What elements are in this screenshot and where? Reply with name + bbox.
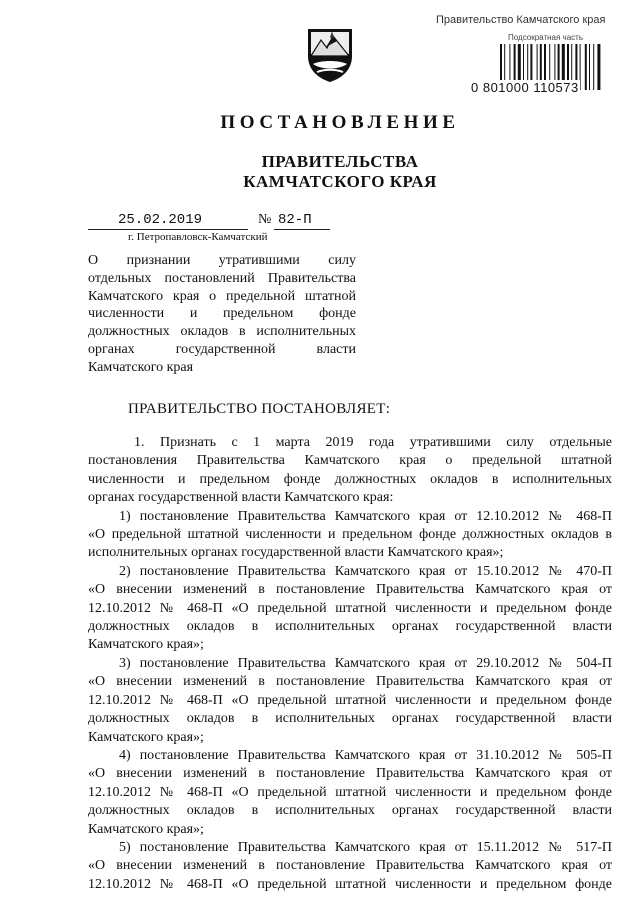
document-title: ПОСТАНОВЛЕНИЕ	[220, 112, 460, 133]
body-line: должностных окладов в исполнительных органах государственной власти	[88, 619, 612, 635]
document-date: 25.02.2019	[118, 212, 203, 228]
body-line: 12.10.2012 № 468-П «О предельной штатной численности и предельном фонде	[88, 876, 612, 892]
body-line: «О внесении изменений в постановление Правительства Камчатского края от	[88, 858, 612, 874]
date-underline	[88, 229, 248, 230]
document-number: 82-П	[278, 212, 312, 228]
body-line: органах государственной власти Камчатского края:	[88, 490, 394, 506]
subject-line: должностных окладов в исполнительных	[88, 324, 356, 340]
body-line: Камчатского края»;	[88, 729, 204, 745]
subject-line: Камчатского края о предельной штатной	[88, 288, 356, 304]
barcode-number	[470, 80, 630, 95]
stamp-part-label: Подсократная часть	[508, 33, 583, 42]
number-sign: №	[258, 212, 272, 227]
body-line: 12.10.2012 № 468-П «О предельной штатной численности и предельном фонде	[88, 692, 612, 708]
body-line: Камчатского края»;	[88, 821, 204, 837]
body-line: должностных окладов в исполнительных органах государственной власти	[88, 803, 612, 819]
body-line: «О внесении изменений в постановление Правительства Камчатского края от	[88, 766, 612, 782]
body-line: Камчатского края»;	[88, 637, 204, 653]
body-line: «О внесении изменений в постановление Правительства Камчатского края от	[88, 582, 612, 598]
number-underline	[274, 229, 330, 230]
body-line: 1. Признать с 1 марта 2019 года утратившими силу отдельные	[134, 435, 612, 450]
body-line: 12.10.2012 № 468-П «О предельной штатной численности и предельном фонде	[88, 600, 612, 616]
kamchatka-emblem-icon	[305, 26, 355, 84]
document-place: г. Петропавловск-Камчатский	[128, 231, 268, 243]
body-line: постановления Правительства Камчатского края о предельной штатной	[88, 453, 612, 469]
body-line: 4) постановление Правительства Камчатского края от 31.10.2012 № 505-П	[119, 747, 612, 763]
barcode-number-text: 0 801000 110573	[471, 80, 579, 95]
subject-line: органах государственной власти	[88, 341, 356, 357]
subject-line: Камчатского края	[88, 359, 194, 375]
issuer-line-2: КАМЧАТСКОГО КРАЯ	[243, 172, 437, 191]
body-line: «О внесении изменений в постановление Правительства Камчатского края от	[88, 674, 612, 690]
body-line: численности и предельном фонде должностных окладов в исполнительных	[88, 471, 612, 487]
body-line: 2) постановление Правительства Камчатского края от 15.10.2012 № 470-П	[119, 563, 612, 579]
issuer-line-1: ПРАВИТЕЛЬСТВА	[261, 152, 419, 171]
decree-heading: ПРАВИТЕЛЬСТВО ПОСТАНОВЛЯЕТ:	[128, 401, 391, 417]
subject-line: численности и предельном фонде	[88, 306, 356, 322]
body-line: 12.10.2012 № 468-П «О предельной штатной численности и предельном фонде	[88, 784, 612, 800]
document-subject	[88, 252, 356, 377]
subject-line: О признании утратившими силу	[88, 253, 356, 268]
body-line: 3) постановление Правительства Камчатского края от 29.10.2012 № 504-П	[119, 655, 612, 671]
stamp-organization: Правительство Камчатского края	[436, 14, 606, 26]
body-line: «О предельной штатной численности и предельном фонде должностных окладов в	[88, 527, 612, 543]
document-body	[88, 434, 612, 894]
body-line: 5) постановление Правительства Камчатского края от 15.11.2012 № 517-П	[119, 839, 612, 855]
body-line: должностных окладов в исполнительных органах государственной власти	[88, 711, 612, 727]
body-line: 1) постановление Правительства Камчатского края от 12.10.2012 № 468-П	[119, 508, 612, 524]
body-line: исполнительных органах государственной власти Камчатского края»;	[88, 545, 504, 561]
subject-line: отдельных постановлений Правительства	[88, 270, 356, 286]
